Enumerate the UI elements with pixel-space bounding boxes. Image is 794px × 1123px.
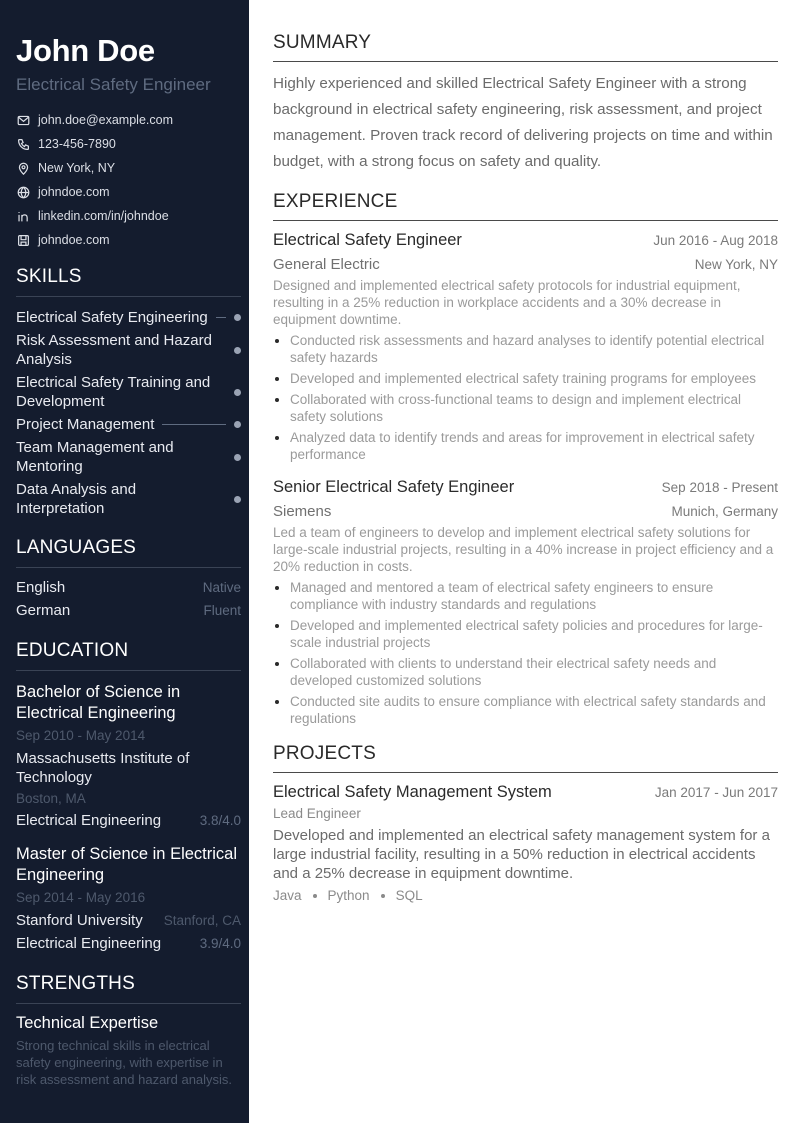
main-content — [273, 32, 778, 903]
language-row — [16, 599, 241, 622]
contact-location-text: New York, NY — [38, 161, 116, 175]
job-bullet: Conducted site audits to ensure compliance with electrical safety standards and regulations — [273, 693, 778, 727]
projects-section — [273, 743, 778, 903]
job-title: Electrical Safety Engineer — [273, 231, 462, 249]
skill-item — [16, 480, 241, 518]
summary-heading: SUMMARY — [273, 32, 778, 62]
language-level: Fluent — [203, 603, 241, 618]
education-gpa: 3.8/4.0 — [199, 813, 241, 828]
skill-line — [162, 424, 226, 425]
skill-dot — [234, 454, 241, 461]
job-entry — [273, 477, 778, 727]
job-bullet: Analyzed data to identify trends and areas for improvement in electrical safety performance — [273, 429, 778, 463]
education-degree: Master of Science in Electrical Engineering — [16, 845, 238, 884]
contact-list — [16, 108, 241, 252]
contact-website[interactable] — [16, 180, 241, 204]
language-level: Native — [202, 580, 241, 595]
skill-line — [224, 392, 226, 393]
candidate-role: Electrical Safety Engineer — [16, 75, 211, 94]
languages-heading: LANGUAGES — [16, 537, 241, 568]
tag-separator — [381, 894, 385, 898]
project-role: Lead Engineer — [273, 806, 361, 821]
job-company: Siemens — [273, 503, 332, 520]
job-bullet: Collaborated with clients to understand their electrical safety needs and developed customized solutions — [273, 655, 778, 689]
skills-section — [16, 266, 241, 518]
skill-label: Data Analysis and Interpretation — [16, 481, 137, 517]
job-bullet: Developed and implemented electrical safety training programs for employees — [273, 370, 778, 387]
education-location: Stanford, CA — [163, 913, 241, 928]
skill-item — [16, 438, 241, 476]
project-dates: Jan 2017 - Jun 2017 — [654, 785, 778, 800]
contact-website-text: johndoe.com — [38, 185, 110, 199]
strengths-heading: STRENGTHS — [16, 973, 241, 1004]
education-school: Massachusetts Institute of Technology — [16, 750, 190, 786]
skill-item — [16, 415, 241, 434]
skill-dot — [234, 496, 241, 503]
skill-dot — [234, 421, 241, 428]
languages-section — [16, 537, 241, 622]
language-name: German — [16, 602, 71, 619]
contact-email-text: john.doe@example.com — [38, 113, 173, 127]
job-company: General Electric — [273, 256, 380, 273]
education-dates: Sep 2010 - May 2014 — [16, 728, 146, 743]
education-location: Boston, MA — [16, 791, 86, 806]
phone-icon — [16, 137, 30, 151]
globe-icon — [16, 185, 30, 199]
skill-dot — [234, 314, 241, 321]
skill-label: Team Management and Mentoring — [16, 439, 174, 475]
job-dates: Jun 2016 - Aug 2018 — [653, 233, 778, 248]
linkedin-icon — [16, 209, 30, 223]
job-description: Led a team of engineers to develop and implement electrical safety solutions for large-scale industrial projects, resulting in a 40% increase in project efficiency and a 20% reduction in costs. — [273, 525, 774, 574]
experience-section — [273, 191, 778, 727]
sidebar — [0, 0, 249, 1123]
skill-item — [16, 331, 241, 369]
skill-item — [16, 308, 241, 327]
job-bullets — [273, 332, 778, 463]
contact-email[interactable] — [16, 108, 241, 132]
contact-phone-text: 123-456-7890 — [38, 137, 116, 151]
education-school-row — [16, 911, 241, 930]
job-bullet: Conducted risk assessments and hazard analyses to identify potential electrical safety hazards — [273, 332, 778, 366]
skill-dot — [234, 389, 241, 396]
contact-linkedin[interactable] — [16, 204, 241, 228]
projects-heading: PROJECTS — [273, 743, 778, 773]
education-field: Electrical Engineering — [16, 812, 162, 829]
project-tag: Java — [273, 888, 302, 903]
skill-label: Electrical Safety Engineering — [16, 309, 208, 326]
project-title: Electrical Safety Management System — [273, 783, 552, 801]
skill-label: Risk Assessment and Hazard Analysis — [16, 332, 212, 368]
strength-description: Strong technical skills in electrical safety engineering, with expertise in risk assessment and hazard analysis. — [16, 1038, 233, 1087]
website-icon — [16, 233, 30, 247]
skill-label: Electrical Safety Training and Development — [16, 374, 211, 410]
education-field-row — [16, 811, 241, 830]
contact-linkedin-text: linkedin.com/in/johndoe — [38, 209, 169, 223]
project-entry — [273, 782, 778, 903]
skill-line — [224, 457, 226, 458]
mail-icon — [16, 113, 30, 127]
contact-phone[interactable] — [16, 132, 241, 156]
skill-line — [224, 499, 226, 500]
education-entry — [16, 682, 241, 830]
education-field: Electrical Engineering — [16, 935, 162, 952]
job-bullet: Managed and mentored a team of electrical safety engineers to ensure compliance with industry standards and regulations — [273, 579, 778, 613]
education-field-row — [16, 934, 241, 953]
education-dates: Sep 2014 - May 2016 — [16, 890, 146, 905]
summary-section — [273, 32, 778, 175]
education-school: Stanford University — [16, 912, 143, 929]
job-description: Designed and implemented electrical safety protocols for industrial equipment, resulting in a 25% reduction in workplace accidents and a 30% decrease in equipment downtime. — [273, 278, 741, 327]
job-location: New York, NY — [694, 257, 778, 272]
job-title: Senior Electrical Safety Engineer — [273, 478, 515, 496]
project-description: Developed and implemented an electrical safety management system for a large industrial facility, resulting in a 50% reduction in electrical accidents and a 25% decrease in equipment downtime. — [273, 827, 770, 882]
location-icon — [16, 161, 30, 175]
contact-portfolio[interactable] — [16, 228, 241, 252]
candidate-name: John Doe — [16, 33, 155, 68]
project-tag: SQL — [395, 888, 423, 903]
contact-location — [16, 156, 241, 180]
job-bullets — [273, 579, 778, 727]
skills-heading: SKILLS — [16, 266, 241, 297]
contact-portfolio-text: johndoe.com — [38, 233, 110, 247]
tag-separator — [313, 894, 317, 898]
skill-label: Project Management — [16, 416, 155, 433]
skill-dot — [234, 347, 241, 354]
strengths-section — [16, 973, 241, 1088]
project-tags — [273, 888, 778, 903]
skill-line — [216, 317, 226, 318]
job-location: Munich, Germany — [671, 504, 778, 519]
skill-item — [16, 373, 241, 411]
education-gpa: 3.9/4.0 — [199, 936, 241, 951]
experience-heading: EXPERIENCE — [273, 191, 778, 221]
education-entry — [16, 844, 241, 953]
job-bullet: Collaborated with cross-functional teams to design and implement electrical safety solutions — [273, 391, 778, 425]
project-tag: Python — [327, 888, 370, 903]
job-bullet: Developed and implemented electrical safety policies and procedures for large-scale industrial projects — [273, 617, 778, 651]
job-dates: Sep 2018 - Present — [661, 480, 778, 495]
strength-title: Technical Expertise — [16, 1014, 159, 1032]
skill-line — [224, 350, 226, 351]
language-row — [16, 576, 241, 599]
summary-text: Highly experienced and skilled Electrical Safety Engineer with a strong background in electrical safety engineering, risk assessment, and project management. Proven track record of delivering projects on time and within budget, with a strong focus on safety and quality. — [273, 75, 773, 170]
education-heading: EDUCATION — [16, 640, 241, 671]
language-name: English — [16, 579, 66, 596]
job-entry — [273, 230, 778, 463]
education-degree: Bachelor of Science in Electrical Engineering — [16, 683, 181, 722]
education-section — [16, 640, 241, 953]
